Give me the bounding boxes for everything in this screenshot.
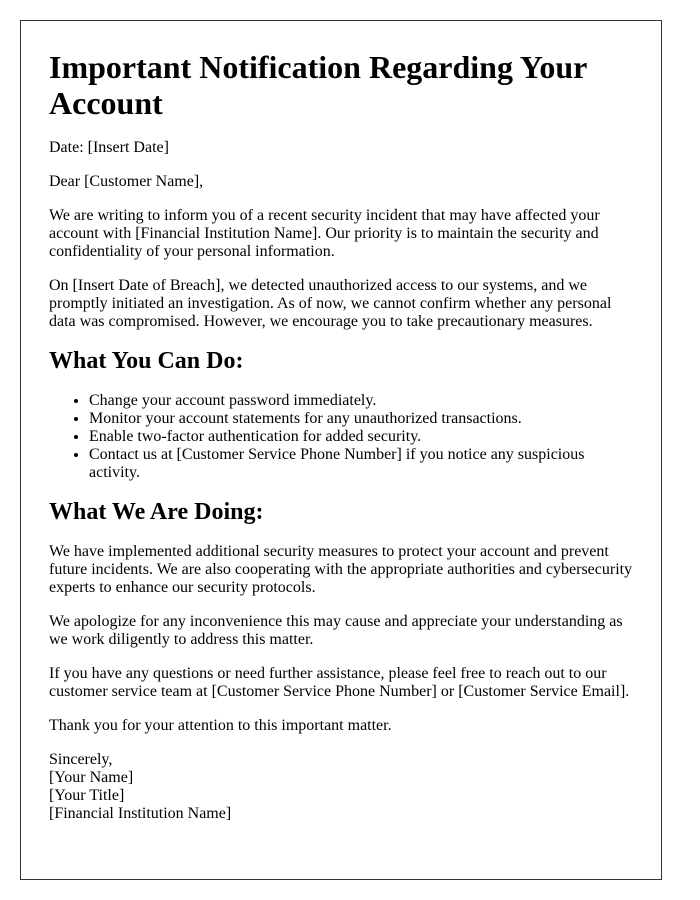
page-title: Important Notification Regarding Your Account [49, 49, 587, 121]
intro-paragraph: On [Insert Date of Breach], we detected unauthorized access to our systems, and we promptly initiated an investigation. As of now, we cannot confirm whether any personal data was compromised. However, we encourage you to take precautionary measures. [49, 277, 612, 330]
signature-title: [Your Title] [49, 787, 125, 804]
intro-paragraph: We are writing to inform you of a recent security incident that may have affected your account with [Financial Institution Name]. Our priority is to maintain the security and confidentiality of your personal information. [49, 207, 600, 260]
list-item: • Enable two-factor authentication for added security. [89, 428, 633, 446]
section-heading-what-we-are-doing: What We Are Doing: [49, 499, 264, 525]
body-paragraph: We have implemented additional security measures to protect your account and prevent future incidents. We are also cooperating with the appropriate authorities and cybersecurity experts to enhance our security protocols. [49, 543, 633, 596]
body-paragraph: We apologize for any inconvenience this may cause and appreciate your understanding as we work diligently to address this matter. [49, 613, 623, 648]
signature-name: [Your Name] [49, 769, 134, 786]
letter-container [20, 20, 662, 880]
signature-closing: Sincerely, [49, 751, 113, 768]
list-item: • Change your account password immediately. [89, 392, 633, 410]
body-paragraph: If you have any questions or need further assistance, please feel free to reach out to our customer service team at [Customer Service Phone Number] or [Customer Service Email]. [49, 665, 630, 700]
action-list [49, 392, 633, 482]
signature-block [49, 751, 633, 823]
section-heading-what-you-can-do: What You Can Do: [49, 348, 244, 374]
date-line: Date: [Insert Date] [49, 139, 169, 156]
signature-institution: [Financial Institution Name] [49, 805, 232, 822]
closing-paragraph: Thank you for your attention to this important matter. [49, 717, 392, 734]
list-item: • Monitor your account statements for any unauthorized transactions. [89, 410, 633, 428]
list-item: • Contact us at [Customer Service Phone Number] if you notice any suspicious activity. [89, 446, 633, 482]
salutation: Dear [Customer Name], [49, 173, 204, 190]
